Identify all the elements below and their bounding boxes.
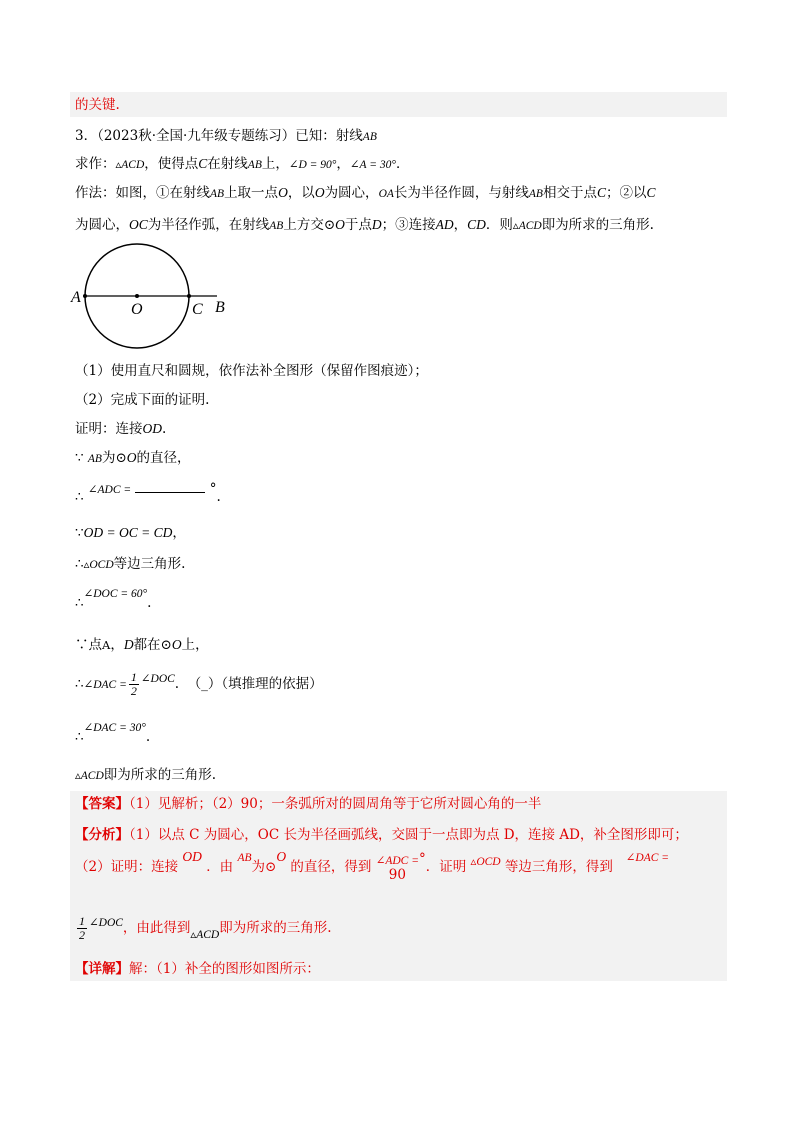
analysis-text: （2）证明：连接 xyxy=(75,859,179,875)
req-on: 在射线 xyxy=(207,156,248,172)
answer-label: 【答案】 xyxy=(75,796,129,812)
proof-text: ， xyxy=(110,637,124,653)
point-c xyxy=(187,294,191,298)
because-symbol: ∵ xyxy=(75,450,84,466)
given-ray: AB xyxy=(362,131,377,143)
analysis-text: ．由 xyxy=(206,859,234,875)
analysis-line-2 xyxy=(75,849,670,883)
proof-text: 为⊙ xyxy=(101,450,127,466)
proof-text: 证明：连接 xyxy=(75,421,143,437)
proof-text: . xyxy=(216,489,221,505)
proof-math: OCD xyxy=(89,559,114,571)
req-prefix: 求作： xyxy=(75,156,116,172)
method-line-2 xyxy=(75,216,654,235)
method-text: ．则 xyxy=(485,217,513,233)
proof-math: OD xyxy=(142,421,162,436)
method-text: 上取一点 xyxy=(224,185,279,201)
proof-line-5 xyxy=(75,555,185,574)
req-end: ． xyxy=(395,156,410,172)
req-comma: ， xyxy=(336,156,350,172)
proof-math: O xyxy=(171,637,182,652)
proof-line-3 xyxy=(75,480,221,505)
method-math: AB xyxy=(528,188,543,200)
triangle-icon: ▵ xyxy=(75,768,81,782)
method-math: AB xyxy=(269,220,284,232)
analysis-math: ACD xyxy=(196,929,220,941)
req-on2: 上， xyxy=(261,156,289,172)
proof-line-10 xyxy=(75,766,216,785)
previous-answer-tail: 的关键. xyxy=(75,97,120,113)
proof-text: . xyxy=(174,676,180,692)
proof-line-8 xyxy=(75,670,323,699)
proof-text: 即为所求的三角形. xyxy=(103,767,217,783)
method-text: 于点 xyxy=(344,217,372,233)
fraction-half xyxy=(129,671,139,698)
point-o xyxy=(135,294,139,298)
proof-text: ∵点 xyxy=(75,637,102,653)
label-b: B xyxy=(215,299,225,316)
therefore-symbol: ∴ xyxy=(75,676,84,692)
method-math: D xyxy=(371,217,382,232)
method-text: 为圆心， xyxy=(75,217,129,233)
proof-math: ACD xyxy=(80,770,104,782)
given-prefix: 已知：射线 xyxy=(295,128,363,144)
analysis-math: ∠DAC = xyxy=(625,852,670,864)
method-math: OA xyxy=(378,188,394,200)
method-text: ， xyxy=(453,217,468,233)
method-math: OC xyxy=(129,217,148,232)
answer-blank[interactable] xyxy=(135,480,205,493)
triangle-icon: ▵ xyxy=(83,557,90,571)
label-a: A xyxy=(71,289,81,306)
analysis-math: O xyxy=(276,849,287,864)
part-1: （1）使用直尺和圆规，依作法补全图形（保留作图痕迹）； xyxy=(75,363,428,379)
req-triangle: ACD xyxy=(121,159,145,171)
proof-text: . xyxy=(162,421,167,437)
method-math: O xyxy=(314,185,325,200)
method-math: C xyxy=(646,185,656,200)
problem-number: 3． xyxy=(75,128,98,144)
proof-text: . xyxy=(147,595,152,611)
detail-label: 【详解】 xyxy=(75,961,129,977)
proof-line-4 xyxy=(75,524,186,542)
detail-line xyxy=(75,960,320,978)
analysis-text: 即为所求的三角形. xyxy=(219,920,332,936)
analysis-text: 的直径，得到 xyxy=(290,859,372,875)
req-mid: ，使得点 xyxy=(144,156,199,172)
point-a xyxy=(83,294,87,298)
therefore-symbol: ∴ xyxy=(75,595,84,611)
method-math: O xyxy=(278,185,288,200)
proof-text: 都在⊙ xyxy=(133,637,172,653)
req-ray: AB xyxy=(247,159,262,171)
previous-answer-band xyxy=(70,92,727,117)
proof-math: A xyxy=(102,638,111,652)
fraction-half xyxy=(77,915,87,942)
proof-math: ∠ADC = xyxy=(87,484,132,496)
label-c: C xyxy=(192,301,203,318)
proof-math: ∠DOC = 60° xyxy=(83,588,148,600)
method-text: 为半径作弧，在射线 xyxy=(147,217,270,233)
proof-reason: （_）（填推理的依据） xyxy=(187,676,323,692)
method-math: ACD xyxy=(518,220,542,232)
triangle-icon: ▵ xyxy=(512,218,519,232)
proof-text: 等边三角形. xyxy=(113,556,186,572)
proof-line-6 xyxy=(75,584,152,611)
triangle-icon: ▵ xyxy=(115,157,122,171)
because-symbol: ∵ xyxy=(75,525,84,541)
req-angle-a: ∠A = 30° xyxy=(349,159,396,171)
analysis-angle-group xyxy=(376,854,419,882)
therefore-symbol: ∴ xyxy=(75,489,84,505)
analysis-math: ∠DOC xyxy=(89,917,123,929)
proof-math: AB xyxy=(87,453,102,465)
method-text: ；②以 xyxy=(605,185,647,201)
analysis-text: ° xyxy=(418,851,426,867)
answer-text: （1）见解析；（2）90；一条弧所对的圆周角等于它所对圆心角的一半 xyxy=(129,796,542,812)
solution-band xyxy=(70,791,727,981)
proof-text: ° xyxy=(209,481,217,497)
circle-figure xyxy=(70,240,240,350)
method-text: 作法：如图，①在射线 xyxy=(75,185,210,201)
method-text: 上方交⊙ xyxy=(283,217,336,233)
proof-math: ∠DOC xyxy=(140,673,175,685)
proof-math: OD = OC = CD xyxy=(83,525,173,540)
proof-line-1 xyxy=(75,420,166,438)
analysis-label: 【分析】 xyxy=(75,827,129,843)
analysis-value: 90 xyxy=(388,866,406,883)
problem-source: （2023秋·全国·九年级专题练习） xyxy=(97,128,296,144)
analysis-line-3 xyxy=(75,914,332,943)
req-point-c: C xyxy=(198,156,208,171)
method-math: AD xyxy=(435,217,454,232)
fraction-denominator: 2 xyxy=(130,684,137,698)
label-o: O xyxy=(131,301,143,318)
proof-line-9 xyxy=(75,718,151,745)
triangle-icon: ▵ xyxy=(470,854,477,868)
method-math: O xyxy=(335,217,345,232)
part-2: （2）完成下面的证明. xyxy=(75,392,210,408)
therefore-symbol: ∴ xyxy=(75,556,84,572)
method-math: C xyxy=(596,185,606,200)
analysis-math: AB xyxy=(237,852,252,864)
method-text: 为圆心， xyxy=(324,185,379,201)
method-text: 长为半径作圆，与射线 xyxy=(393,185,529,201)
method-text: 相交于点 xyxy=(542,185,597,201)
proof-text: ， xyxy=(172,525,186,541)
analysis-line-1 xyxy=(75,826,688,844)
analysis-math: OD xyxy=(182,849,202,864)
fraction-numerator: 1 xyxy=(79,914,85,928)
method-text: 即为所求的三角形. xyxy=(541,217,654,233)
analysis-text: 为⊙ xyxy=(251,859,277,875)
analysis-text: （1）以点 C 为圆心，OC 长为半径画弧线，交圆于一点即为点 D，连接 AD，补全图形即可； xyxy=(129,827,688,843)
proof-math: D xyxy=(123,637,134,652)
triangle-icon: ▵ xyxy=(190,927,197,941)
fraction-numerator: 1 xyxy=(130,670,137,684)
analysis-text: 等边三角形，得到 xyxy=(504,859,613,875)
method-text: ，以 xyxy=(287,185,315,201)
proof-math: O xyxy=(126,450,137,465)
proof-text: 上， xyxy=(181,637,209,653)
analysis-math: OCD xyxy=(476,856,501,868)
proof-text: . xyxy=(145,729,151,745)
proof-math: ∠DAC = xyxy=(83,679,127,691)
analysis-text: ，由此得到 xyxy=(122,920,191,936)
therefore-symbol: ∴ xyxy=(75,729,84,745)
req-angle-d: ∠D = 90° xyxy=(288,159,337,171)
analysis-math: ∠ADC = xyxy=(375,854,419,867)
method-line-1 xyxy=(75,184,656,203)
proof-line-7 xyxy=(75,636,209,654)
fraction-denominator: 2 xyxy=(79,928,85,942)
proof-text: 的直径， xyxy=(136,450,191,466)
detail-text: 解：（1）补全的图形如图所示： xyxy=(129,961,320,977)
method-math: CD xyxy=(467,217,486,232)
answer-line xyxy=(75,795,541,813)
problem-header xyxy=(75,127,377,146)
proof-math: ∠DAC = 30° xyxy=(83,722,146,734)
method-text: ；③连接 xyxy=(381,217,436,233)
method-math: AB xyxy=(210,188,225,200)
analysis-text: ．证明 xyxy=(425,859,467,875)
proof-line-2 xyxy=(75,449,191,468)
problem-requirement xyxy=(75,155,409,174)
